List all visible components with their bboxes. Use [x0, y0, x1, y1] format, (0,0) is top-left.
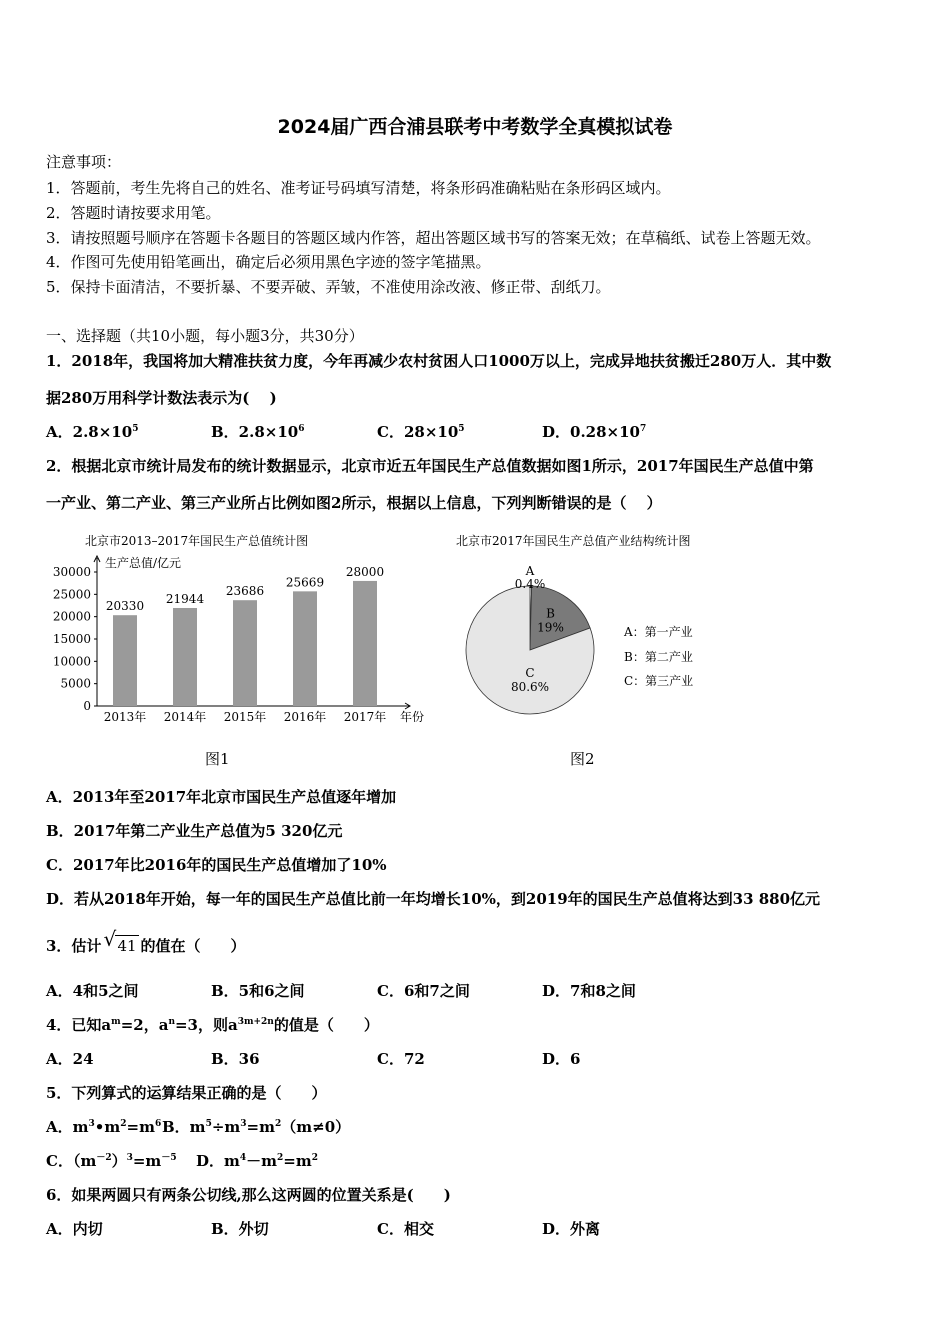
bar-chart-ytick-label: 0	[83, 699, 91, 713]
q3-stem: 3．估计 √ 41 的值在（ ）	[46, 927, 246, 955]
bar-chart-bar	[293, 591, 317, 706]
bar-chart-value-label: 23686	[225, 584, 265, 599]
q6-option-c: C．相交	[377, 1220, 434, 1238]
q5-option-c: C．$(m^{-2})^3=m^{-5}$	[46, 1152, 177, 1170]
notice-item-5: 5．保持卡面清洁，不要折暴、不要弄破、弄皱，不准使用涂改液、修正带、刮纸刀。	[46, 278, 611, 296]
q5-option-b: B．$m^5\div m^3=m^2(m\ne 0)$	[162, 1118, 351, 1136]
pie-chart-title: 北京市2017年国民生产总值产业结构统计图	[456, 534, 691, 548]
notice-item-1: 1．答题前，考生先将自己的姓名、准考证号码填写清楚，将条形码准确粘贴在条形码区域内。	[46, 179, 671, 197]
bar-chart-value-label: 28000	[345, 564, 385, 579]
notice-item-4: 4．作图可先使用铅笔画出，确定后必须用黑色字迹的签字笔描黑。	[46, 253, 491, 271]
q1-option-a: A．$2.8\times 10^5$	[46, 423, 139, 441]
q3-option-d: D．7和8之间	[542, 982, 636, 1000]
pie-label-a-name: A	[525, 564, 535, 578]
bar-chart-value-label: 21944	[165, 591, 205, 606]
bar-chart-ytick-label: 25000	[52, 587, 91, 602]
pie-label-b-name: B	[546, 606, 555, 621]
pie-label-c-name: C	[525, 666, 535, 680]
q4-option-c: C．72	[377, 1050, 425, 1068]
bar-chart-category-label: 2016年	[283, 710, 327, 724]
q4-option-a: A．24	[46, 1050, 94, 1068]
fig2-caption: 图2	[570, 750, 595, 768]
fig1-caption: 图1	[205, 750, 230, 768]
q3-option-a: A．4和5之间	[46, 982, 139, 1000]
sqrt-symbol: √ 41	[103, 927, 137, 955]
q2-stem-line2: 一产业、第二产业、第三产业所占比例如图2所示，根据以上信息，下列判断错误的是（ ）	[46, 494, 662, 512]
pie-legend-a: A：第一产业	[624, 625, 693, 639]
pie-label-c-percent: 80.6%	[510, 680, 550, 694]
q1-option-d: D．$0.28\times 10^7$	[542, 423, 647, 441]
bar-chart-ytick-label: 20000	[52, 609, 91, 624]
q4-option-b: B．36	[211, 1050, 260, 1068]
q1-option-b: B．$2.8\times 10^6$	[211, 423, 305, 441]
bar-chart-bar	[233, 600, 257, 706]
notice-item-3: 3．请按照题号顺序在答题卡各题目的答题区域内作答，超出答题区域书写的答案无效；在草稿纸、试卷上答题无效。	[46, 229, 821, 247]
bar-chart-ytick-label: 15000	[52, 632, 91, 646]
q3-option-c: C．6和7之间	[377, 982, 470, 1000]
q2-option-c: C．2017年比2016年的国民生产总值增加了10%	[46, 856, 387, 874]
pie-label-b-percent: 19%	[537, 620, 564, 635]
q2-stem-line1: 2．根据北京市统计局发布的统计数据显示，北京市近五年国民生产总值数据如图1所示，2017年国民生产总值中第	[46, 457, 814, 475]
q6-stem: 6．如果两圆只有两条公切线,那么这两圆的位置关系是( )	[46, 1186, 451, 1204]
bar-chart-bar	[113, 615, 137, 706]
bar-chart-ytick-label: 10000	[52, 654, 91, 669]
q5-option-d: D．$m^4-m^2=m^2$	[196, 1152, 319, 1170]
q5-option-a: A．$m^3•m^2=m^6$	[46, 1118, 162, 1136]
pie-legend-b: B：第二产业	[624, 650, 693, 664]
pie-chart	[452, 530, 752, 730]
page-title: 2024届广西合浦县联考中考数学全真模拟试卷	[277, 116, 673, 138]
bar-chart-category-label: 2014年	[163, 710, 207, 724]
bar-chart-title: 北京市2013–2017年国民生产总值统计图	[85, 534, 309, 548]
q5-stem: 5．下列算式的运算结果正确的是（ ）	[46, 1084, 327, 1102]
bar-chart-xlabel: 年份	[400, 710, 425, 724]
bar-chart-ytick-label: 5000	[60, 676, 91, 691]
bar-chart-ytick-label: 30000	[52, 565, 91, 579]
bar-chart-ylabel: 生产总值/亿元	[105, 556, 182, 570]
pie-legend-c: C：第三产业	[624, 674, 694, 688]
bar-chart-category-label: 2015年	[223, 710, 267, 724]
q2-option-d: D．若从2018年开始，每一年的国民生产总值比前一年均增长10%，到2019年的国民生产总值将达到33 880亿元	[46, 890, 821, 908]
notice-heading: 注意事项：	[46, 153, 122, 171]
bar-chart	[40, 530, 440, 730]
q1-option-c: C．$28\times 10^5$	[377, 423, 465, 441]
q6-option-a: A．内切	[46, 1220, 103, 1238]
q1-stem-line2: 据280万用科学计数法表示为( )	[46, 389, 277, 407]
q3-option-b: B．5和6之间	[211, 982, 305, 1000]
bar-chart-bar	[173, 608, 197, 706]
q6-option-b: B．外切	[211, 1220, 269, 1238]
q1-stem-line1: 1．2018年，我国将加大精准扶贫力度，今年再减少农村贫困人口1000万以上，完成异地扶贫搬迁280万人．其中数	[46, 352, 832, 370]
section-heading: 一、选择题（共10小题，每小题3分，共30分）	[46, 327, 364, 345]
q4-stem: 4．已知$a^m=2$，$a^n=3$，则$a^{3m+2n}$的值是（ ）	[46, 1016, 379, 1034]
bar-chart-bar	[353, 581, 377, 706]
bar-chart-category-label: 2017年	[343, 710, 387, 724]
pie-label-a-percent: 0.4%	[514, 577, 546, 591]
q4-option-d: D．6	[542, 1050, 581, 1068]
bar-chart-category-label: 2013年	[103, 710, 147, 724]
q2-option-a: A．2013年至2017年北京市国民生产总值逐年增加	[46, 788, 397, 806]
bar-chart-value-label: 25669	[285, 575, 325, 590]
bar-chart-value-label: 20330	[105, 599, 145, 614]
q6-option-d: D．外离	[542, 1220, 601, 1238]
q2-option-b: B．2017年第二产业生产总值为5 320亿元	[46, 822, 343, 840]
notice-item-2: 2．答题时请按要求用笔。	[46, 204, 221, 222]
